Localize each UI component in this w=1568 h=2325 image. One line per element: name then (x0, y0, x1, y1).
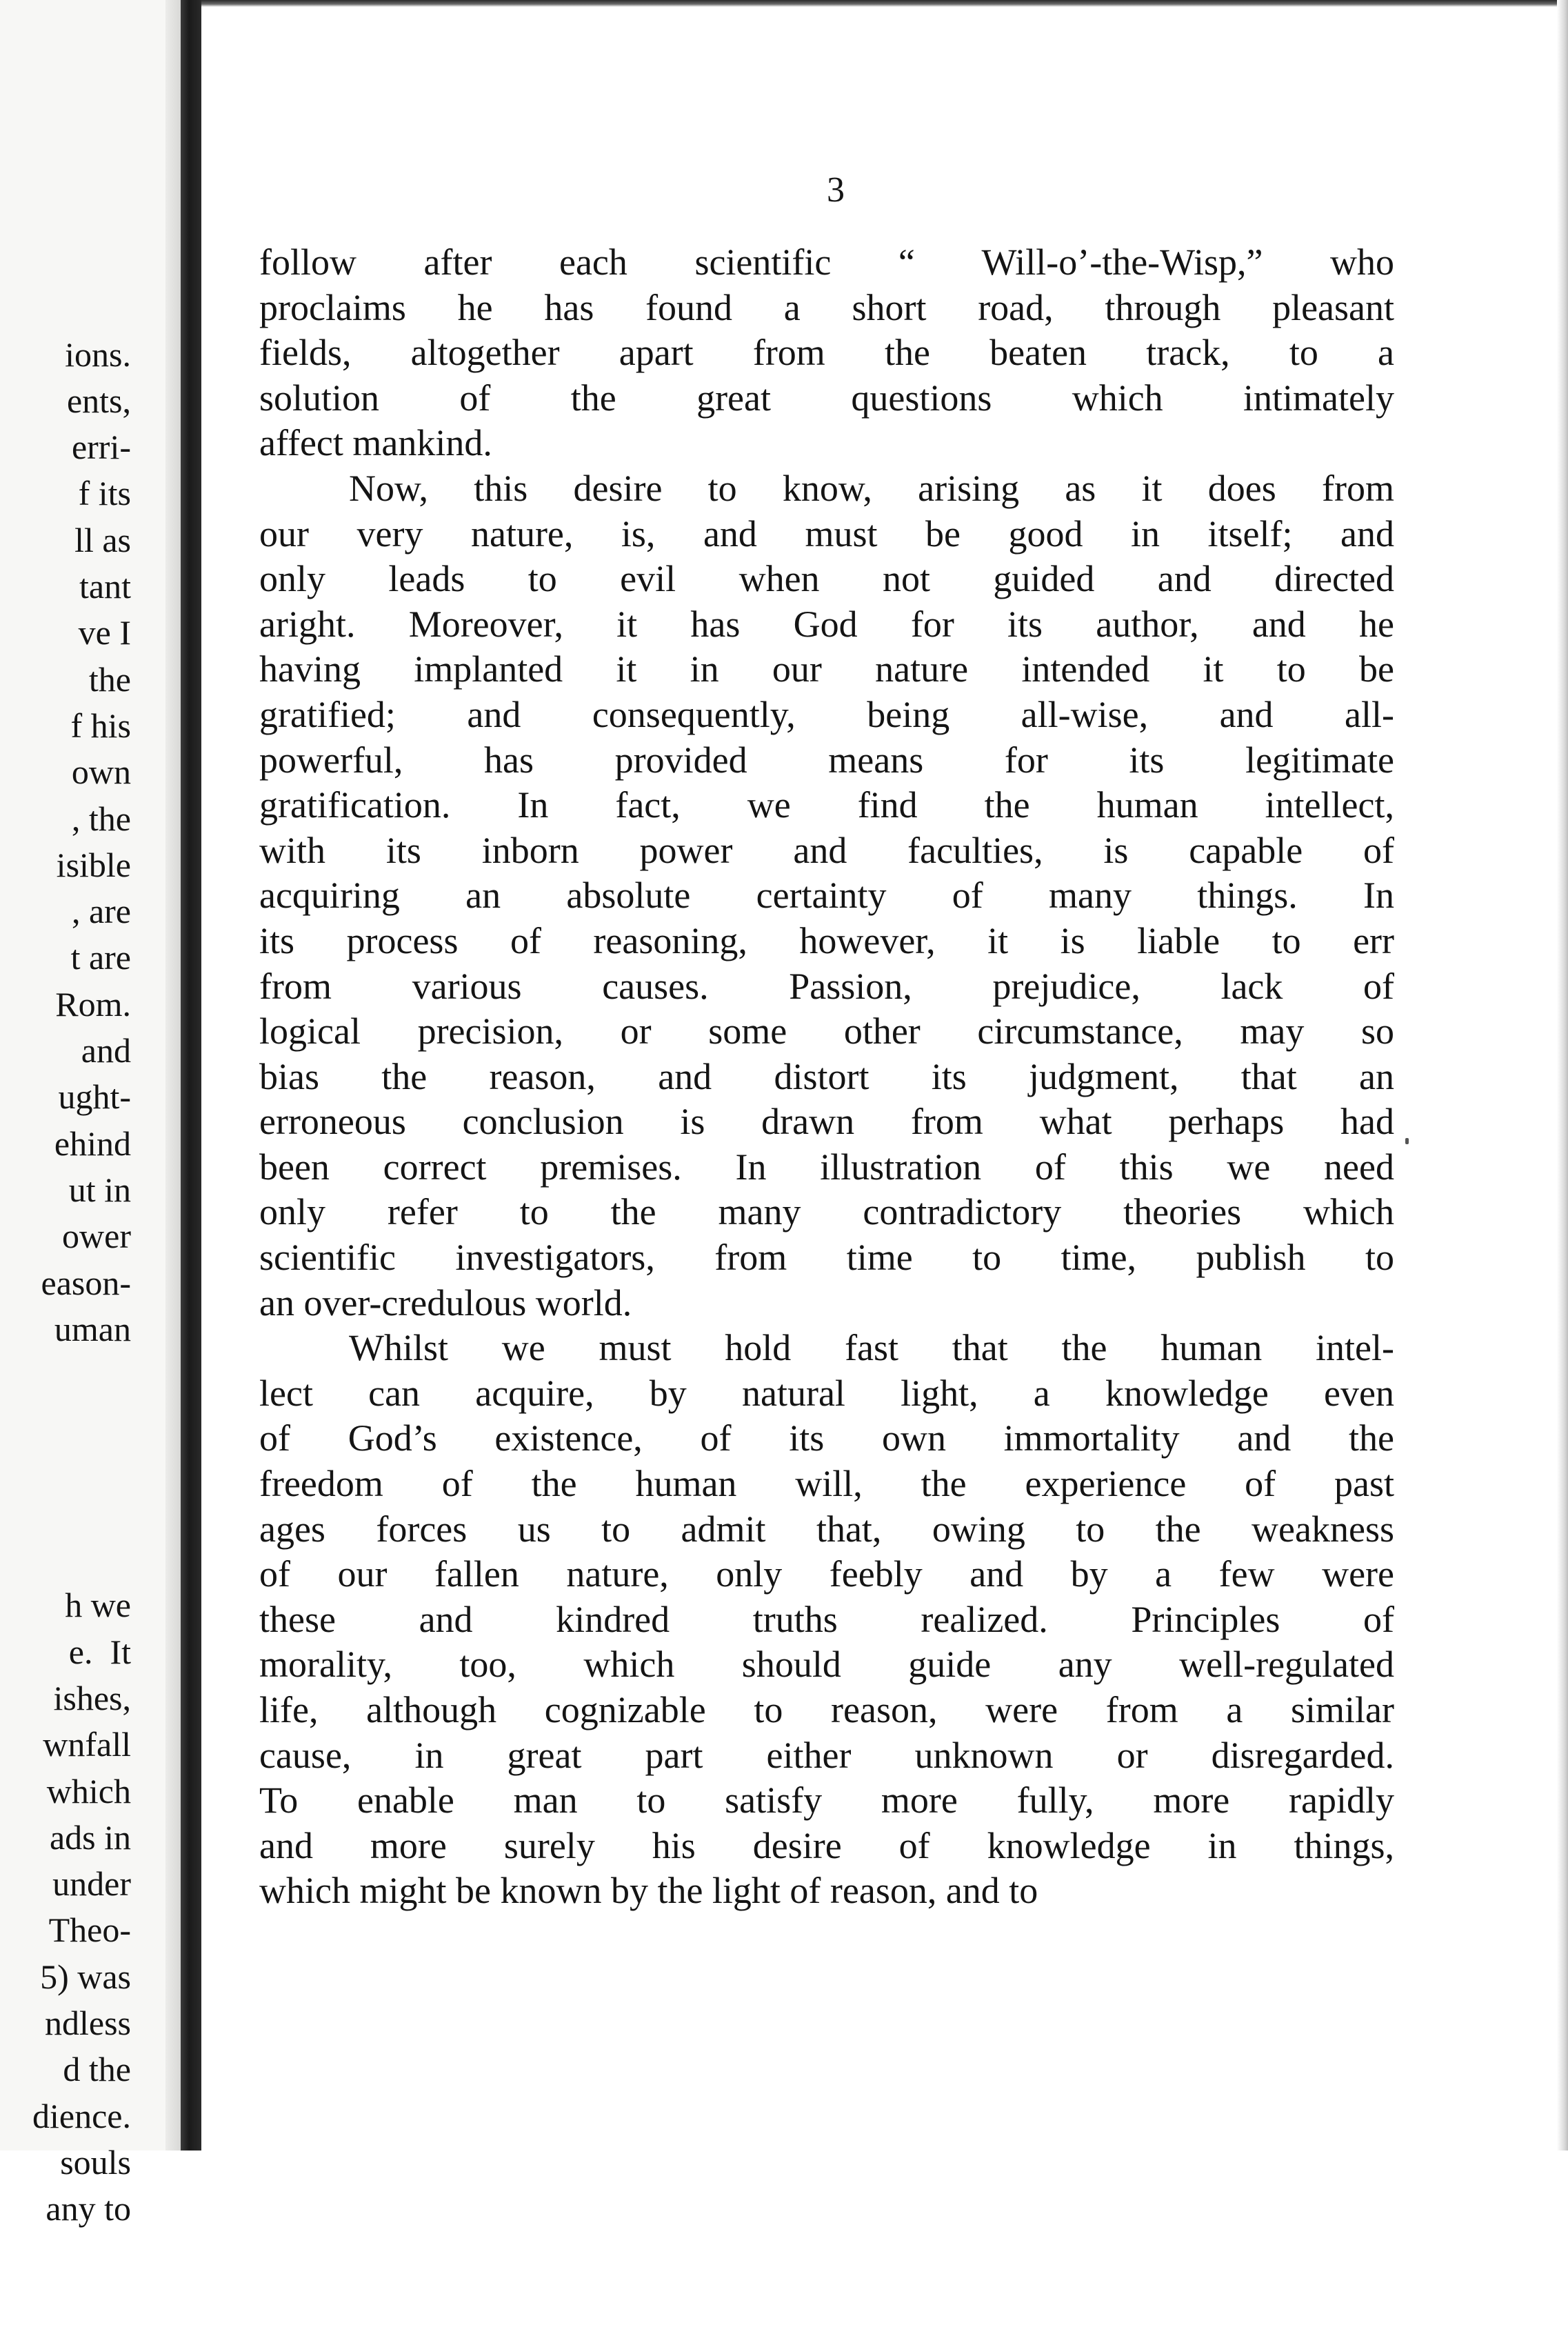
facing-page-fragment-line: erri- (71, 428, 131, 467)
facing-page-fragment-line: Rom. (55, 984, 131, 1024)
text-line: solution of the great questions which intimately (259, 377, 1394, 419)
facing-page-fragment-line: ions. (65, 335, 131, 374)
facing-page-fragment-line: , are (71, 892, 131, 931)
text-line: gratified; and consequently, being all-wise, and all- (259, 693, 1394, 735)
facing-page-fragments-bottom (32, 1582, 131, 2232)
page-right-edge (1557, 0, 1568, 2151)
text-line: lect can acquire, by natural light, a knowledge even (259, 1372, 1394, 1414)
facing-page-fragment-line: 5) was (40, 1957, 131, 1996)
text-line: these and kindred truths realized. Principles of (259, 1598, 1394, 1640)
facing-page-left (0, 0, 181, 2228)
text-line: gratification. In fact, we find the human intellect, (259, 784, 1394, 826)
page-number: 3 (827, 170, 845, 210)
facing-page-fragment-line: the (88, 659, 131, 699)
text-line: scientific investigators, from time to time, publish to (259, 1237, 1394, 1279)
text-line: with its inborn power and faculties, is capable of (259, 829, 1394, 871)
text-line: its process of reasoning, however, it is liable to err (259, 919, 1394, 961)
facing-page-fragment-line: isible (56, 845, 131, 884)
paragraph (259, 240, 1394, 466)
facing-page-fragment-line: e. It (68, 1632, 131, 1671)
text-line: life, although cognizable to reason, were from a similar (259, 1689, 1394, 1730)
book-spine-edge (181, 0, 201, 2151)
facing-page-fragment-line: own (71, 752, 131, 792)
text-line: erroneous conclusion is drawn from what perhaps had (259, 1101, 1394, 1143)
facing-page-fragments-top (32, 332, 131, 1353)
facing-page-fragment-line: f his (70, 706, 131, 745)
page-gutter-shadow (165, 0, 181, 2151)
facing-page-fragment-line: ndless (45, 2003, 131, 2042)
facing-page-fragment-line: any to (46, 2189, 131, 2228)
text-line: from various causes. Passion, prejudice, lack of (259, 965, 1394, 1007)
facing-page-fragment-line: , the (71, 799, 131, 838)
text-line: which might be known by the light of reason, and to (259, 1870, 1038, 1912)
facing-page-fragment-line: wnfall (43, 1725, 131, 1764)
text-line: an over-credulous world. (259, 1281, 632, 1324)
facing-page-fragment-line: tant (79, 567, 131, 606)
text-line: freedom of the human will, the experience of past (259, 1463, 1394, 1505)
paragraph (259, 1326, 1394, 1914)
facing-page-fragment-line: ower (62, 1217, 131, 1256)
facing-page-fragment-line: f its (78, 474, 131, 513)
text-line: powerful, has provided means for its legitimate (259, 739, 1394, 781)
facing-page-fragment-line: t are (70, 938, 131, 977)
text-line: Whilst we must hold fast that the human intel- (349, 1327, 1394, 1369)
text-line: fields, altogether apart from the beaten track, to a (259, 332, 1394, 374)
text-line: To enable man to satisfy more fully, more rapidly (259, 1779, 1394, 1822)
facing-page-fragment-line: Theo- (48, 1910, 131, 1950)
paragraph (259, 466, 1394, 1326)
text-line: aright. Moreover, it has God for its author, and he (259, 603, 1394, 645)
text-line: and more surely his desire of knowledge in things, (259, 1824, 1394, 1866)
text-line: having implanted it in our nature intended it to be (259, 648, 1394, 690)
page-top-edge (201, 0, 1568, 7)
text-line: cause, in great part either unknown or disregarded. (259, 1734, 1394, 1776)
facing-page-fragment-line: ads in (49, 1817, 131, 1857)
facing-page-fragment-line: uman (54, 1309, 131, 1348)
facing-page-fragment-line: ehind (54, 1124, 131, 1163)
text-line: our very nature, is, and must be good in itself; and (259, 512, 1394, 555)
facing-page-fragment-line: under (52, 1864, 131, 1904)
facing-page-text-fragments (32, 239, 131, 2325)
text-line: of our fallen nature, only feebly and by a few were (259, 1553, 1394, 1595)
text-line: proclaims he has found a short road, through pleasant (259, 286, 1394, 328)
facing-page-fragment-line: d the (63, 2050, 131, 2089)
facing-page-fragment-line: souls (60, 2142, 131, 2182)
facing-page-fragment-line: which (46, 1771, 131, 1810)
facing-page-fragment-line: ught- (58, 1077, 131, 1117)
facing-page-fragment-line: eason- (41, 1263, 131, 1302)
facing-page-fragment-line: ut in (68, 1170, 131, 1209)
text-line: bias the reason, and distort its judgment, that an (259, 1055, 1394, 1097)
text-line: logical precision, or some other circumstance, may so (259, 1010, 1394, 1052)
text-line: acquiring an absolute certainty of many things. In (259, 875, 1394, 917)
text-line: only leads to evil when not guided and directed (259, 558, 1394, 600)
text-line: of God’s existence, of its own immortality and the (259, 1417, 1394, 1459)
facing-page-fragment-line: ve I (78, 613, 131, 652)
text-line: affect mankind. (259, 422, 492, 464)
text-line: ages forces us to admit that, owing to the weakness (259, 1508, 1394, 1550)
text-line: only refer to the many contradictory theories which (259, 1191, 1394, 1233)
book-page (201, 7, 1557, 2151)
facing-page-fragment-line: dience. (32, 2096, 131, 2135)
facing-page-fragment-line: h we (65, 1586, 131, 1625)
page-body-text (259, 240, 1394, 1914)
facing-page-fragment-line: ishes, (53, 1678, 131, 1717)
text-line: follow after each scientific “ Will-o’-the-Wisp,” who (259, 241, 1394, 283)
facing-page-fragment-line: ll as (74, 520, 131, 559)
facing-page-fragment-line: and (81, 1031, 131, 1070)
facing-page-fragment-line: ents, (66, 381, 131, 420)
text-line: morality, too, which should guide any well-regulated (259, 1644, 1394, 1686)
text-line: Now, this desire to know, arising as it does from (349, 467, 1394, 509)
scan-speck (1405, 1138, 1409, 1144)
text-line: been correct premises. In illustration of this we need (259, 1146, 1394, 1188)
